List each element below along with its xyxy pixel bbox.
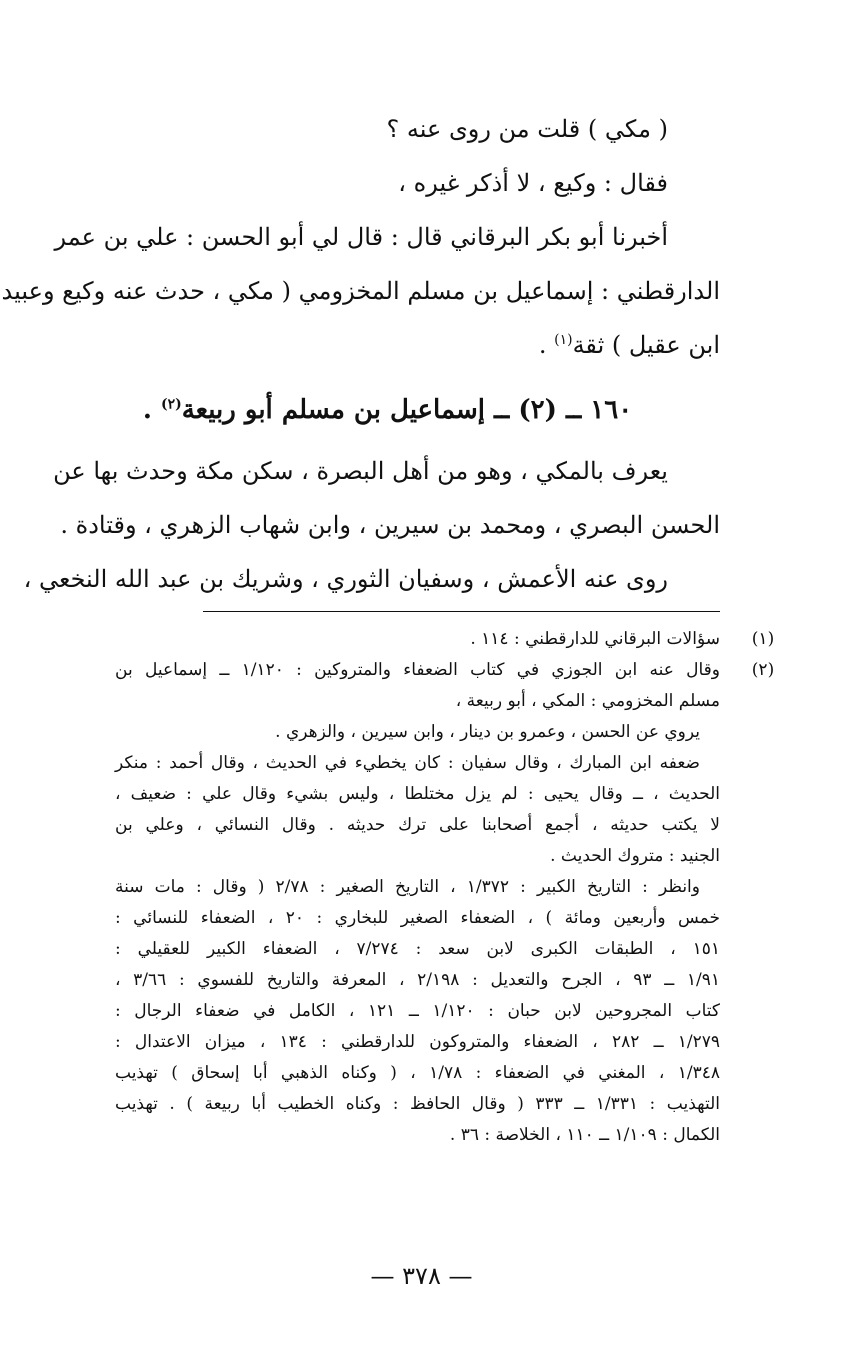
footnote-line: خمس وأربعين ومائة ) ، الضعفاء الصغير للبخاري : ٢٠ ، الضعفاء للنسائي : (115, 908, 720, 928)
main-text (1, 102, 720, 606)
text-line-5 (115, 318, 720, 372)
text-line-4: الدارقطني : إسماعيل بن مسلم المخزومي ( مكي ، حدث عنه وكيع وعبيد (1, 277, 720, 305)
footnote-line: ١/٢٧٩ ــ ٢٨٢ ، الضعفاء والمتروكون للدارقطني : ١٣٤ ، ميزان الاعتدال : (115, 1032, 721, 1052)
footnotes (115, 624, 775, 1151)
text-line-5-end: . (538, 331, 555, 359)
footnote-number: (٢) (751, 660, 775, 680)
entry-heading-text: ١٦٠ ــ (٢) ــ إسماعيل بن مسلم أبو ربيعة (181, 395, 633, 425)
footnote-1 (115, 624, 775, 655)
footnote-line: كتاب المجروحين لابن حبان : ١/١٢٠ ــ ١٢١ ، الكامل في ضعفاء الرجال : (115, 1001, 720, 1021)
footnote-number: (١) (751, 629, 775, 649)
footnote-line: ضعفه ابن المبارك ، وقال سفيان : كان يخطيء في الحديث ، وقال أحمد : منكر (115, 753, 700, 773)
text-line-1: ( مكي ) قلت من روى عنه ؟ (386, 115, 668, 143)
footnote-line: مسلم المخزومي : المكي ، أبو ربيعة ، (455, 691, 720, 711)
text-line-5-body: ابن عقيل ) ثقة (572, 331, 720, 359)
footnote-line: الحديث ، ــ وقال يحيى : لم يزل مختلطا ، وليس بشيء وقال علي : ضعيف ، (115, 784, 720, 804)
footnote-line: يروي عن الحسن ، وعمرو بن دينار ، وابن سيرين ، والزهري . (275, 722, 700, 742)
footnote-line: ١/٣٤٨ ، المغني في الضعفاء : ١/٧٨ ، ( وكناه الذهبي أبا إسحاق ) تهذيب (115, 1063, 720, 1083)
footnote-line: وقال عنه ابن الجوزي في كتاب الضعفاء والمتروكين : ١/١٢٠ ــ إسماعيل بن (115, 660, 720, 680)
body-line-3: روى عنه الأعمش ، وسفيان الثوري ، وشريك بن عبد الله النخعي ، (23, 565, 668, 593)
footnote-ref-2: (٢) (160, 396, 182, 413)
entry-heading-end: . (142, 395, 161, 425)
body-line-1: يعرف بالمكي ، وهو من أهل البصرة ، سكن مكة وحدث بها عن (53, 457, 668, 485)
footnote-ref-1: (١) (554, 332, 573, 348)
footnote-line: ١/٩١ ــ ٩٣ ، الجرح والتعديل : ٢/١٩٨ ، المعرفة والتاريخ للفسوي : ٣/٦٦ ، (115, 970, 721, 990)
footnote-line: سؤالات البرقاني للدارقطني : ١١٤ . (470, 629, 720, 649)
footnote-line: ١٥١ ، الطبقات الكبرى لابن سعد : ٧/٢٧٤ ، الضعفاء الكبير للعقيلي : (115, 939, 720, 959)
body-line-2: الحسن البصري ، ومحمد بن سيرين ، وابن شهاب الزهري ، وقتادة . (60, 511, 720, 539)
footnote-line: الجنيد : متروك الحديث . (550, 846, 720, 866)
footnote-line: الكمال : ١/١٠٩ ــ ١١٠ ، الخلاصة : ٣٦ . (449, 1125, 720, 1145)
text-line-3: أخبرنا أبو بكر البرقاني قال : قال لي أبو الحسن : علي بن عمر (54, 223, 668, 251)
footnote-divider (203, 611, 720, 612)
footnote-2 (115, 655, 775, 1151)
text-line-2: فقال : وكيع ، لا أذكر غيره ، (398, 169, 668, 197)
footnote-line: وانظر : التاريخ الكبير : ١/٣٧٢ ، التاريخ الصغير : ٢/٧٨ ( وقال : مات سنة (115, 877, 700, 897)
footnote-line: لا يكتب حديثه ، أجمع أصحابنا على ترك حديثه . وقال النسائي ، وعلي بن (115, 815, 720, 835)
page-number: — ٣٧٨ — (370, 1262, 473, 1290)
footnote-line: التهذيب : ١/٣٣١ ــ ٣٣٣ ( وقال الحافظ : وكناه الخطيب أبا ربيعة ) . تهذيب (115, 1094, 720, 1114)
entry-heading (115, 390, 720, 430)
